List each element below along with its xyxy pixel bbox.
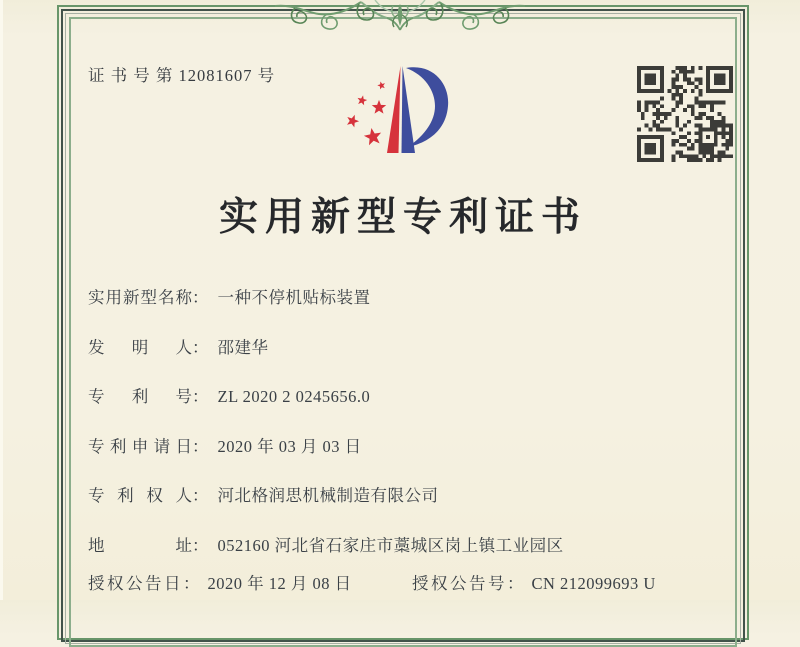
field-value: ZL 2020 2 0245656.0	[217, 387, 371, 406]
field-value: 052160 河北省石家庄市藁城区岗上镇工业园区	[217, 535, 564, 555]
grant-date-colon: ：	[183, 574, 200, 593]
grant-date-field	[88, 570, 352, 594]
field-row	[88, 532, 740, 554]
field-colon: ：	[192, 436, 209, 456]
grant-number-field	[412, 570, 656, 594]
field-label: 专利申请日	[88, 436, 192, 456]
field-label: 实用新型名称	[88, 288, 192, 307]
field-value: 2020 年 03 月 03 日	[217, 436, 362, 456]
field-rows	[88, 284, 740, 581]
grant-number-label: 授权公告号	[412, 574, 507, 593]
grant-date-label: 授权公告日	[88, 574, 183, 593]
field-colon: ：	[192, 337, 209, 357]
qr-code	[637, 66, 733, 162]
field-colon: ：	[192, 535, 209, 555]
ornament-center-leaf	[398, 4, 403, 26]
field-label: 发明人	[88, 337, 192, 357]
field-value: 河北格润思机械制造有限公司	[217, 486, 439, 505]
grant-number-colon: ：	[507, 574, 524, 593]
grant-number-value: CN 212099693 U	[531, 574, 656, 593]
floral-scroll-ornament-icon	[275, 0, 525, 32]
field-row	[88, 482, 740, 504]
cnipa-patent-logo-icon	[338, 60, 456, 156]
certificate-number: 证 书 号 第 12081607 号	[88, 66, 276, 85]
field-value: 一种不停机贴标装置	[217, 288, 371, 307]
field-row	[88, 383, 740, 405]
field-colon: ：	[192, 486, 209, 505]
field-row	[88, 284, 740, 306]
field-value: 邵建华	[217, 337, 269, 357]
field-row	[88, 334, 740, 356]
field-colon: ：	[192, 288, 209, 307]
field-colon: ：	[192, 387, 209, 406]
scan-edge-highlight	[0, 0, 3, 600]
field-label: 地址	[88, 535, 192, 555]
field-row	[88, 433, 740, 455]
field-label: 专利号	[88, 387, 192, 406]
certificate-title: 实用新型专利证书	[218, 196, 587, 239]
field-label: 专利权人	[88, 486, 192, 505]
grant-date-value: 2020 年 12 月 08 日	[207, 574, 352, 593]
